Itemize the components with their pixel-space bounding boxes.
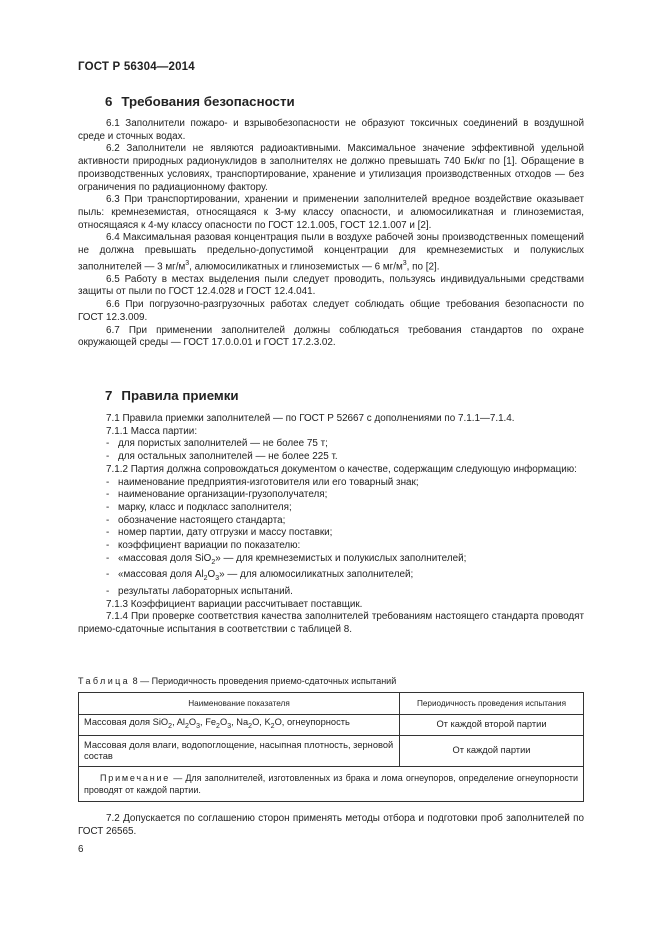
clause-6-4-part2: , алюмосиликатных и глиноземистых — 6 мг/м (189, 261, 403, 273)
clause-7-1-2: 7.1.2 Партия должна сопровождаться документом о качестве, содержащим следующую информацию: (106, 463, 577, 475)
clause-6-4 (78, 232, 584, 273)
list-item: - результаты лабораторных испытаний. (106, 586, 293, 598)
note-text: — Для заполнителей, изготовленных из брака и лома огнеупоров, определение огнеупорности проводят от каждой партии. (84, 773, 578, 795)
clause-7-2-block (78, 813, 584, 838)
note-label: Примечание (100, 773, 171, 783)
table-cell-periodicity: От каждой партии (400, 736, 584, 767)
clause-6-4-part1: 6.4 Максимальная разовая концентрация пыли в воздухе рабочей зоны производственных помещений не должна превышать предельно-допустимой концентрации для кремнеземистых и полукислых заполнителей — 3 мг/м (78, 232, 584, 273)
table-cell-indicator: Массовая доля влаги, водопоглощение, насыпная плотность, зерновой состав (79, 736, 400, 767)
section-6-title: Требования безопасности (121, 94, 295, 109)
section-7-body (78, 413, 584, 637)
table-header-indicator: Наименование показателя (79, 693, 400, 715)
clause-7-1-1: 7.1.1 Масса партии: (106, 425, 198, 437)
section-7-title: Правила приемки (121, 388, 239, 403)
table-8-caption (78, 676, 396, 686)
table-cell-periodicity: От каждой второй партии (400, 715, 584, 736)
table-caption-text: 8 — Периодичность проведения приемо-сдаточных испытаний (132, 676, 397, 686)
table-caption-label: Таблица (78, 676, 131, 686)
section-7-number: 7 (105, 388, 113, 403)
page-number: 6 (78, 844, 84, 855)
section-7-heading (105, 388, 239, 403)
table-note (79, 767, 584, 802)
clause-7-2: 7.2 Допускается по соглашению сторон применять методы отбора и подготовки проб заполнителей по ГОСТ 26565. (78, 813, 584, 837)
clause-7-1-3: 7.1.3 Коэффициент вариации рассчитывает поставщик. (106, 598, 363, 610)
list-item: - марку, класс и подкласс заполнителя; (106, 501, 292, 513)
list-item: - наименование предприятия-изготовителя или его товарный знак; (106, 476, 419, 488)
list-item: - коэффициент вариации по показателю: (106, 540, 301, 552)
table-note-row (79, 767, 584, 802)
clause-6-1: 6.1 Заполнители пожаро- и взрывобезопасности не образуют токсичных соединений в воздушной среде и сточных водах. (78, 118, 584, 142)
list-item: - обозначение настоящего стандарта; (106, 514, 286, 526)
table-header-periodicity: Периодичность проведения испытания (400, 693, 584, 715)
section-6-body (78, 118, 584, 350)
clause-6-7: 6.7 При применении заполнителей должны соблюдаться требования стандартов по охране окружающей среды — ГОСТ 17.0.0.01 и ГОСТ 17.2.3.02. (78, 324, 584, 349)
table-header-row (79, 693, 584, 715)
clause-6-6: 6.6 При погрузочно-разгрузочных работах следует соблюдать общие требования безопасности по ГОСТ 12.3.009. (78, 299, 584, 323)
clause-6-3: 6.3 При транспортировании, хранении и применении заполнителей вредное воздействие оказывает пыль: кремнеземистая, относящаяся к 3-му классу опасности, и алюмосиликатная и глиноземистая, относящаяся к 4-му классу опасности по ГОСТ 12.1.005, ГОСТ 12.1.007 и [2]. (78, 194, 584, 231)
table-cell-indicator: Массовая доля SiO$_2$, $Al_2O_3$, $Fe_2O_3$, $Na_2O$, $K_2O$, огнеупорность (79, 715, 400, 736)
table-row (79, 715, 584, 736)
list-item: - номер партии, дату отгрузки и массу поставки; (106, 527, 333, 539)
clause-7-1: 7.1 Правила приемки заполнителей — по ГОСТ Р 52667 с дополнениями по 7.1.1—7.1.4. (106, 413, 515, 424)
list-item: - для пористых заполнителей — не более 75 т; (106, 438, 328, 450)
superscript-3b: 3 (402, 259, 407, 267)
table-row (79, 736, 584, 767)
clause-6-4-part3: , по [2]. (406, 261, 440, 273)
list-item: - для остальных заполнителей — не более 225 т. (106, 451, 338, 463)
section-6-number: 6 (105, 94, 113, 109)
list-item: - наименование организации-грузополучателя; (106, 489, 328, 501)
standard-code: ГОСТ Р 56304—2014 (78, 61, 195, 73)
list-item-sio2: - «массовая доля SiO$_2$» — для кремнеземистых и полукислых заполнителей; (106, 552, 467, 566)
section-6-heading (105, 94, 295, 109)
superscript-3a: 3 (185, 259, 190, 267)
table-8 (78, 692, 584, 802)
clause-6-2: 6.2 Заполнители не являются радиоактивными. Максимальное значение эффективной удельной активности природных радионуклидов в заполнителях не должно превышать 740 Бк/кг по [1]. Обращение в производственных условиях, транспортирование, хранение и утилизация производственных отходов — без ограничения по радиационному фактору. (78, 143, 584, 193)
list-item-al2o3: - «массовая доля $Al_2O_3$» — для алюмосиликатных заполнителей; (106, 569, 414, 583)
clause-7-1-4: 7.1.4 При проверке соответствия качества заполнителей требованиям настоящего стандарта проводят приемо-сдаточные испытания в соответствии с таблицей 8. (78, 611, 584, 636)
clause-6-5: 6.5 Работу в местах выделения пыли следует проводить, пользуясь индивидуальными средствами защиты от пыли по ГОСТ 12.4.028 и ГОСТ 12.4.041. (78, 273, 584, 298)
